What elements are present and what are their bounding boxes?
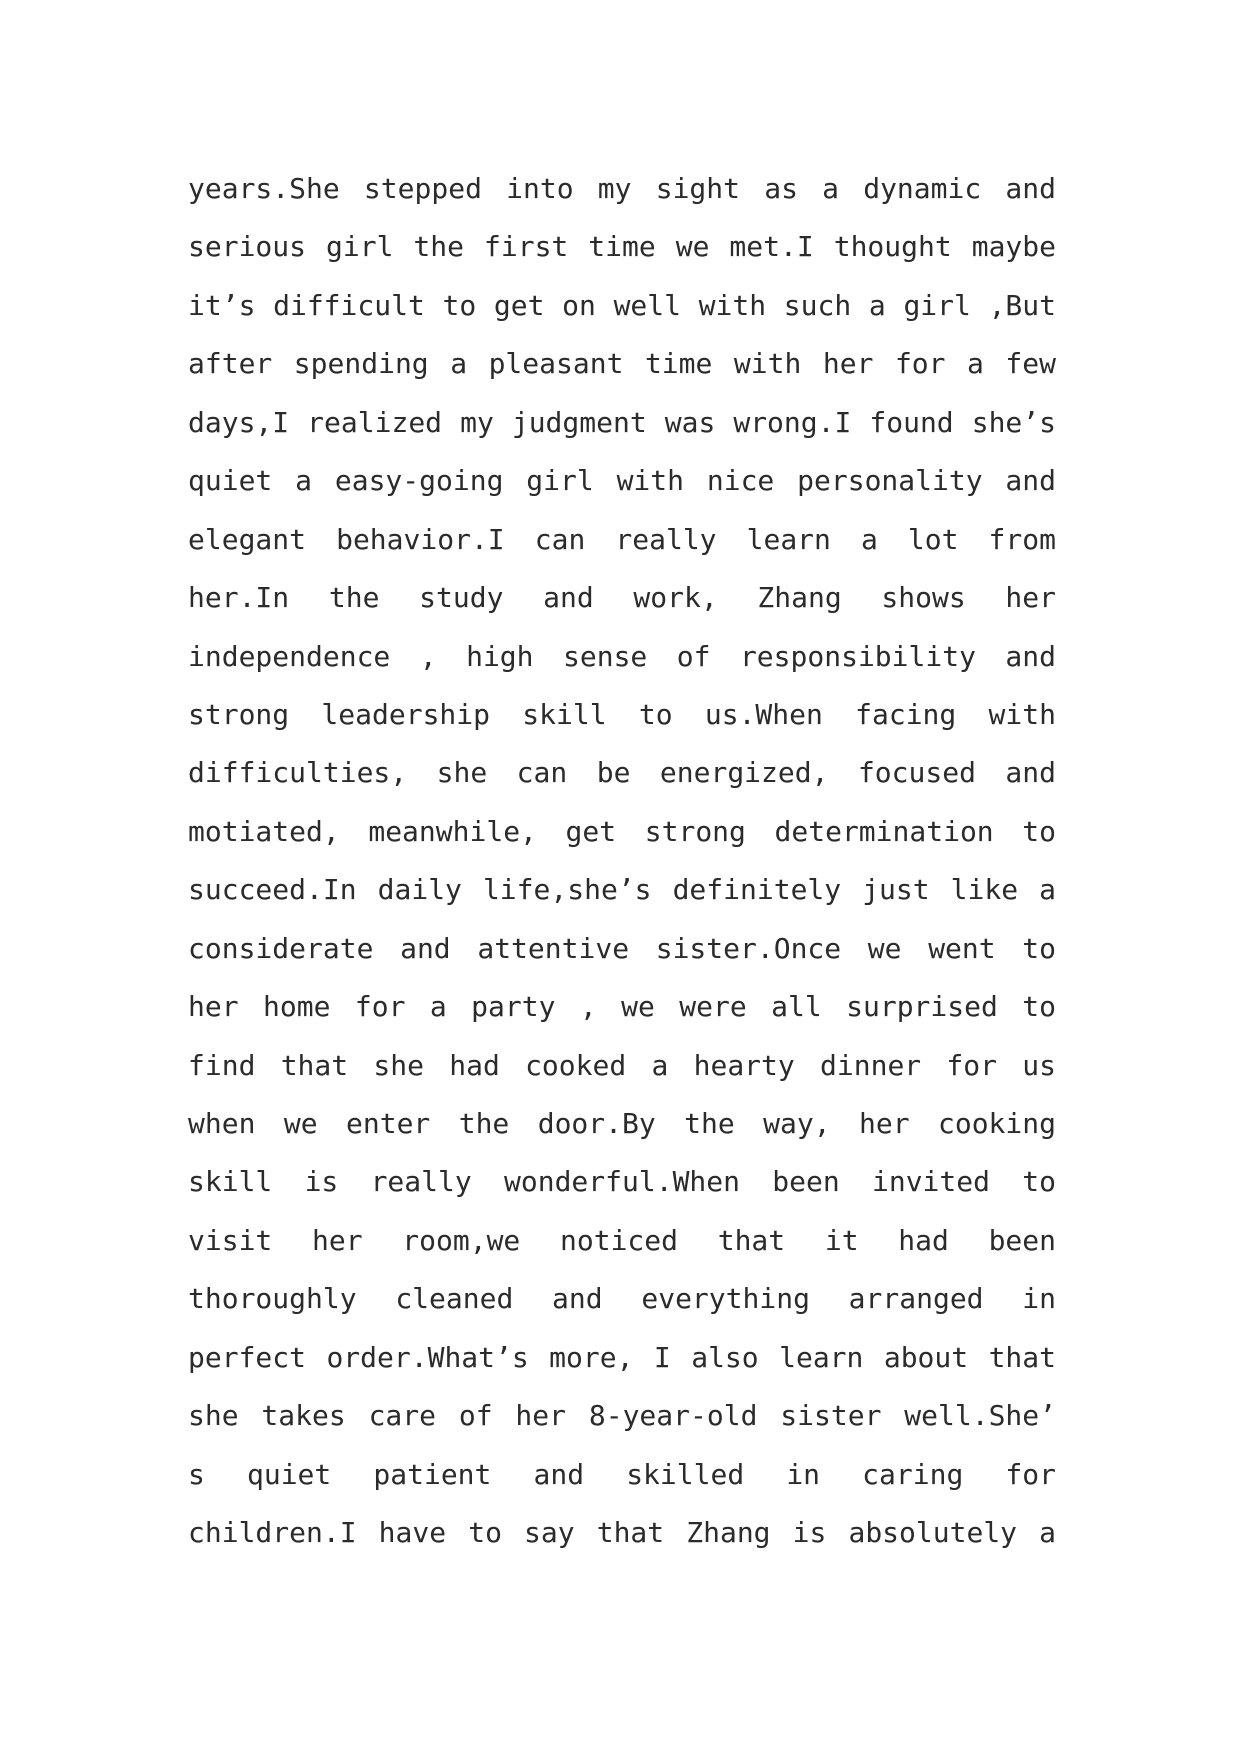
text-line: years.She stepped into my sight as a dynamic and (188, 172, 1056, 205)
text-line: days,I realized my judgment was wrong.I found she’s (188, 405, 1056, 439)
body-text (188, 160, 1056, 1563)
text-line: her home for a party , we were all surprised to (188, 990, 1056, 1024)
text-line: she takes care of her 8-year-old sister well.She’ (188, 1399, 1056, 1433)
text-line: elegant behavior.I can really learn a lot from (188, 522, 1056, 556)
text-line: motiated, meanwhile, get strong determination to (188, 814, 1056, 848)
text-line: succeed.In daily life,she’s definitely just like a (188, 873, 1056, 907)
text-line: s quiet patient and skilled in caring for (188, 1457, 1056, 1491)
text-line: quiet a easy-going girl with nice personality and (188, 464, 1056, 498)
text-line: it’s difficult to get on well with such a girl ,But (188, 288, 1056, 322)
text-line: serious girl the first time we met.I thought maybe (188, 230, 1056, 264)
text-line: thoroughly cleaned and everything arranged in (188, 1282, 1056, 1316)
text-line: when we enter the door.By the way, her cooking (188, 1107, 1056, 1140)
text-line: her.In the study and work, Zhang shows her (188, 581, 1056, 615)
text-line: visit her room,we noticed that it had been (188, 1223, 1056, 1257)
text-line: independence , high sense of responsibility and (188, 639, 1056, 673)
text-line: perfect order.What’s more, I also learn about that (188, 1340, 1056, 1374)
text-line: skill is really wonderful.When been invited to (188, 1165, 1056, 1199)
text-line: children.I have to say that Zhang is absolutely a (188, 1516, 1056, 1550)
text-line: difficulties, she can be energized, focused and (188, 756, 1056, 790)
text-line: considerate and attentive sister.Once we went to (188, 931, 1056, 965)
text-line: after spending a pleasant time with her for a few (188, 347, 1056, 381)
text-line: find that she had cooked a hearty dinner for us (188, 1048, 1056, 1082)
text-line: strong leadership skill to us.When facing with (188, 697, 1056, 731)
